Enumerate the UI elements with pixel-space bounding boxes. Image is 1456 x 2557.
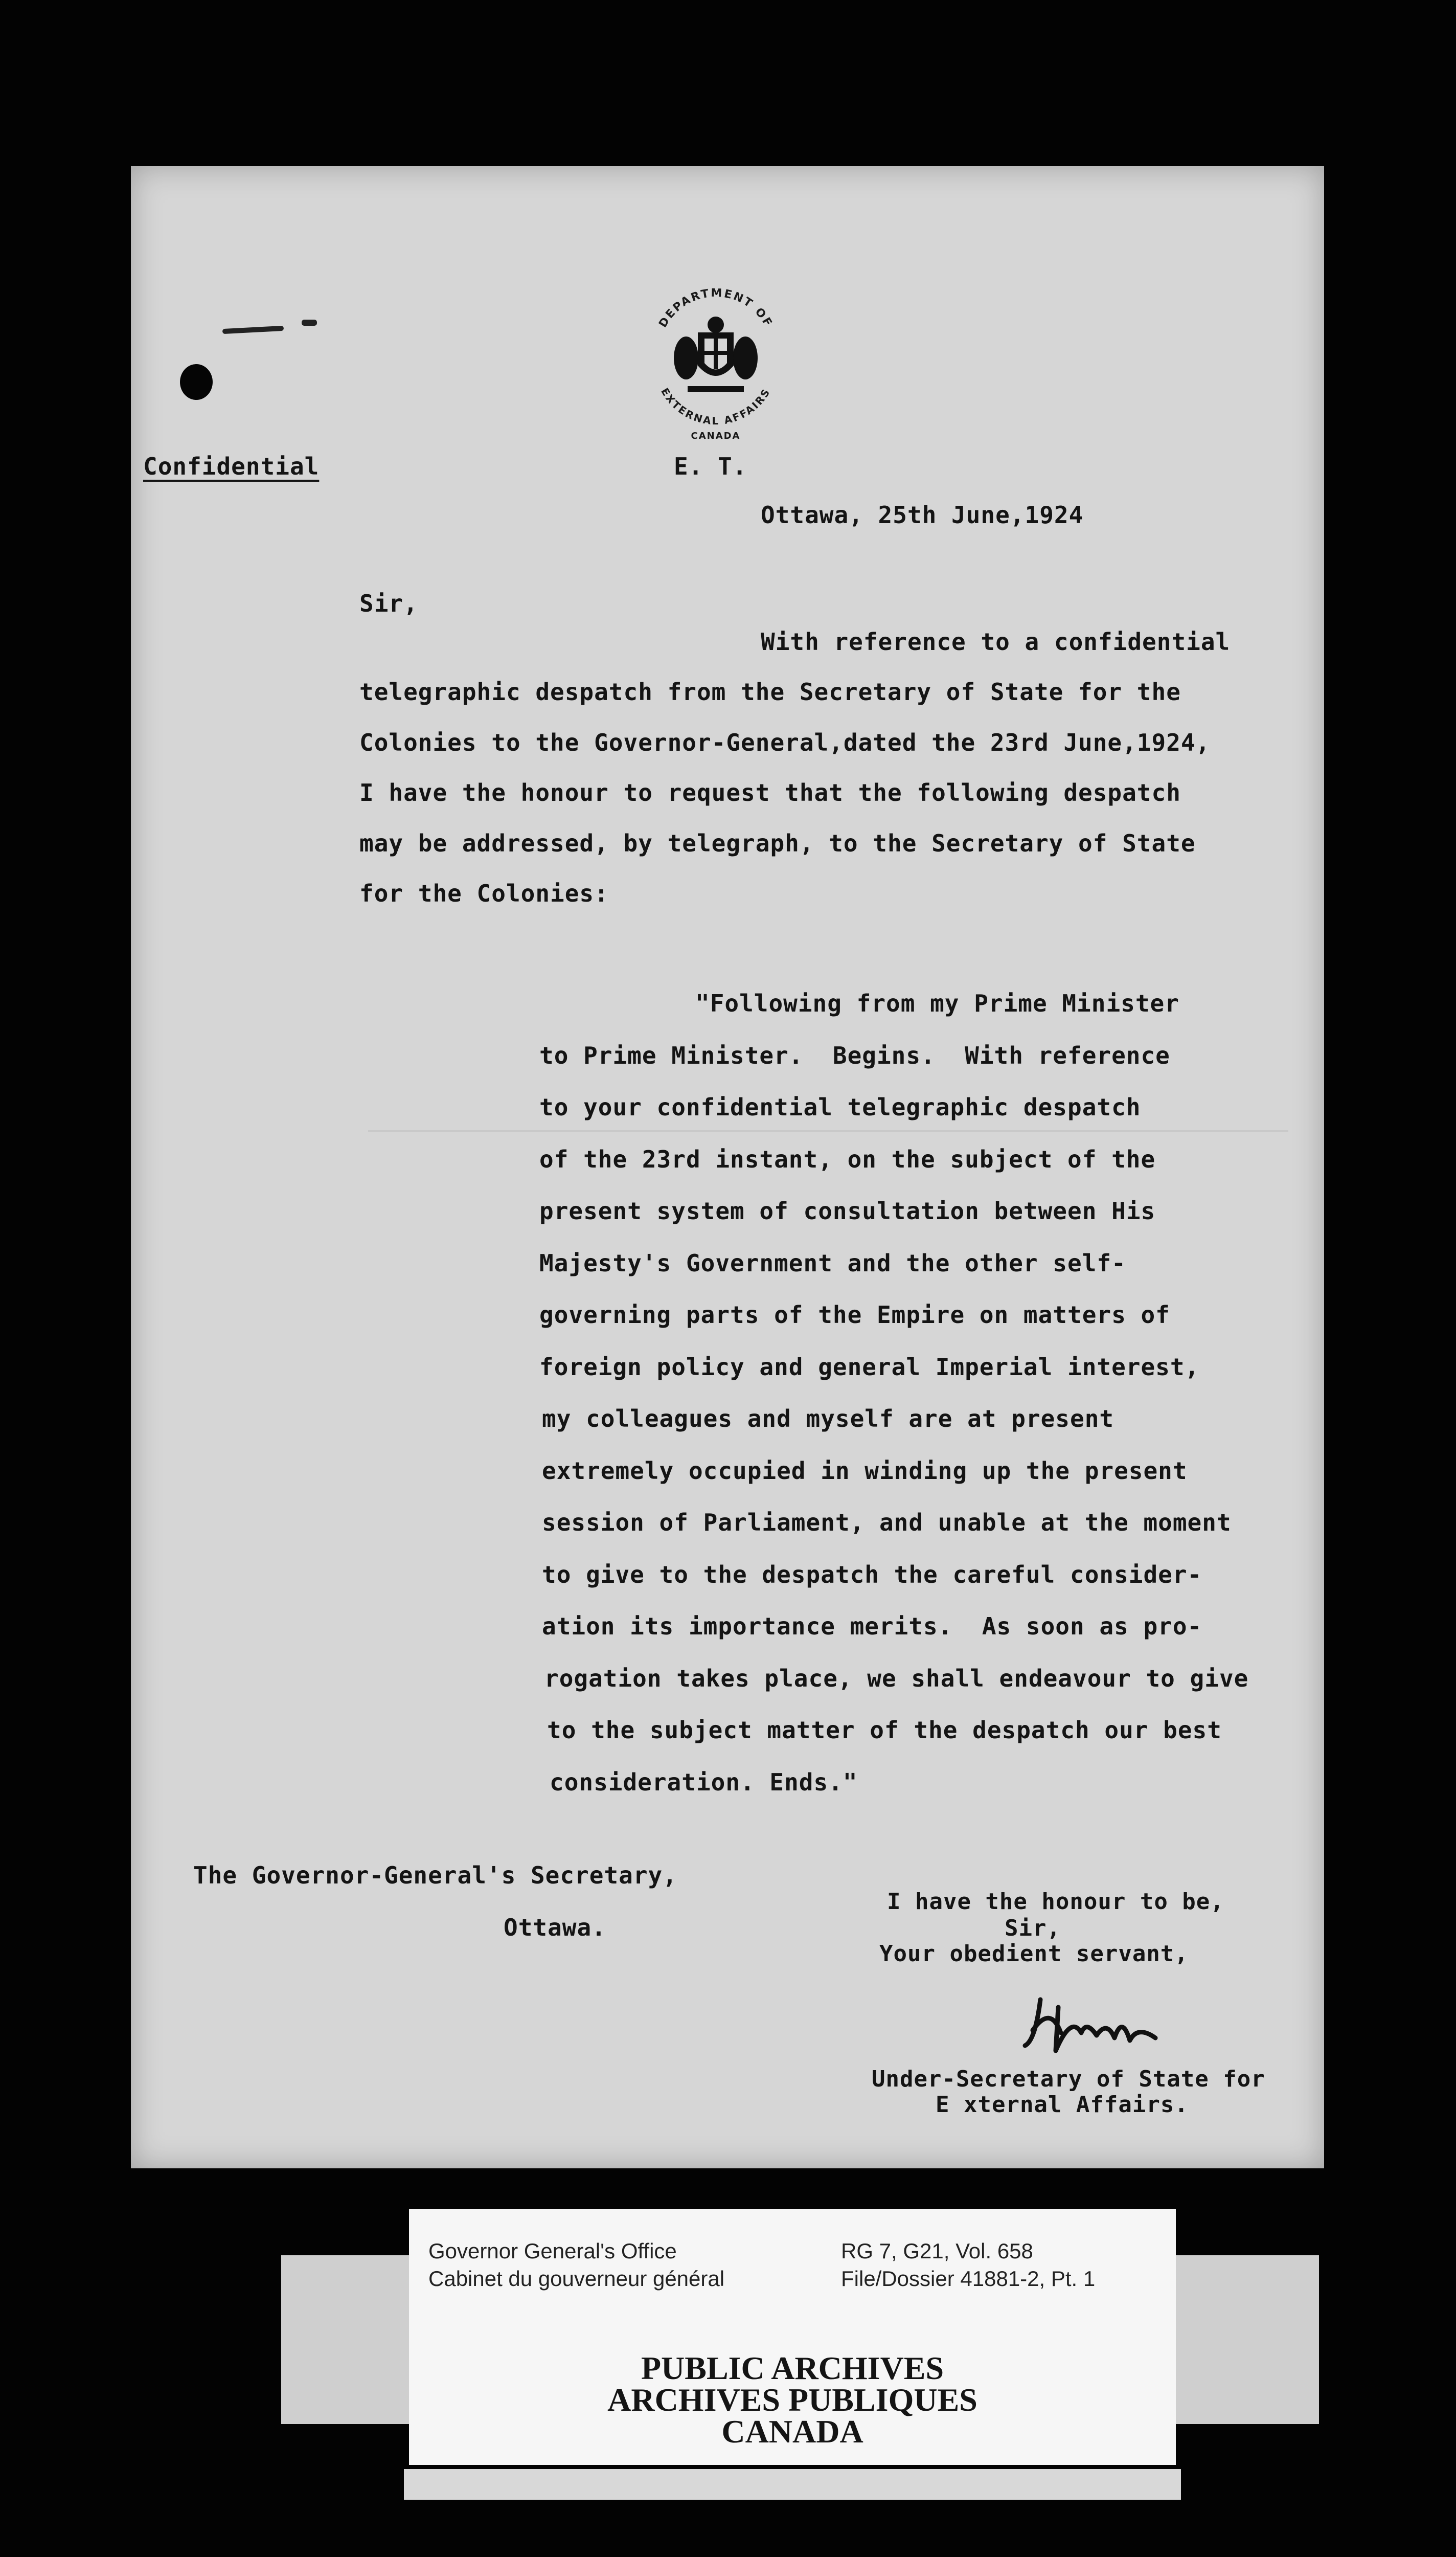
quote-line: extremely occupied in winding up the present [542, 1457, 1188, 1485]
quote-line: foreign policy and general Imperial interest, [539, 1353, 1200, 1381]
archive-file: File/Dossier 41881-2, Pt. 1 [841, 2267, 1096, 2291]
quote-line: to your confidential telegraphic despatch [539, 1093, 1141, 1121]
quote-line: my colleagues and myself are at present [542, 1405, 1114, 1432]
closing-line-2: Sir, [1005, 1915, 1061, 1941]
office-fr: Cabinet du gouverneur général [428, 2267, 725, 2291]
quote-line: to give to the despatch the careful consider- [542, 1561, 1202, 1588]
intro-line: Colonies to the Governor-General,dated the 23rd June,1924, [359, 729, 1211, 756]
quote-line: present system of consultation between His [539, 1197, 1156, 1225]
signer-title-line-2: E xternal Affairs. [936, 2092, 1189, 2118]
quote-line: to Prime Minister. Begins. With reference [539, 1042, 1170, 1069]
closing-line-3: Your obedient servant, [879, 1941, 1189, 1967]
closing-line-1: I have the honour to be, [887, 1889, 1224, 1915]
signature [1020, 1984, 1163, 2061]
seal-text-bottom: EXTERNAL AFFAIRS [658, 386, 773, 428]
quote-line: consideration. Ends." [550, 1768, 858, 1796]
initials: E. T. [674, 453, 747, 480]
archive-reference: RG 7, G21, Vol. 658 [841, 2239, 1033, 2263]
intro-line: I have the honour to request that the following despatch [359, 779, 1181, 806]
seal-text-top: DEPARTMENT OF [656, 286, 775, 330]
quote-line: to the subject matter of the despatch our best [547, 1716, 1222, 1744]
signer-title-line-1: Under-Secretary of State for [872, 2066, 1265, 2092]
intro-line: With reference to a confidential [761, 628, 1231, 656]
ink-smudge [302, 320, 317, 326]
archives-line-2: ARCHIVES PUBLIQUES [607, 2382, 977, 2418]
department-seal-icon [639, 276, 792, 445]
intro-line: for the Colonies: [359, 880, 609, 907]
archives-line-3: CANADA [721, 2413, 863, 2450]
intro-line: may be addressed, by telegraph, to the Secretary of State [359, 829, 1196, 857]
addressee-line-2: Ottawa. [504, 1914, 606, 1941]
confidential-mark: Confidential [143, 453, 320, 480]
sheet-fold-line [368, 1130, 1288, 1132]
archives-line-1: PUBLIC ARCHIVES [641, 2350, 944, 2386]
quote-line: session of Parliament, and unable at the moment [542, 1509, 1232, 1536]
quote-line: rogation takes place, we shall endeavour to give [544, 1665, 1249, 1692]
quote-line: Majesty's Government and the other self- [539, 1249, 1126, 1277]
punch-hole [180, 364, 213, 400]
quote-line: ation its importance merits. As soon as pro- [542, 1612, 1202, 1640]
label-bottom-strip [404, 2469, 1181, 2500]
salutation: Sir, [359, 590, 418, 617]
dateline: Ottawa, 25th June,1924 [761, 501, 1084, 529]
quote-line: of the 23rd instant, on the subject of the [539, 1146, 1156, 1173]
intro-line: telegraphic despatch from the Secretary of State for the [359, 678, 1181, 706]
seal-text-country: CANADA [691, 431, 741, 441]
addressee-line-1: The Governor-General's Secretary, [193, 1861, 677, 1889]
quote-line: "Following from my Prime Minister [695, 990, 1179, 1017]
quote-line: governing parts of the Empire on matters of [539, 1301, 1170, 1329]
office-en: Governor General's Office [428, 2239, 677, 2263]
